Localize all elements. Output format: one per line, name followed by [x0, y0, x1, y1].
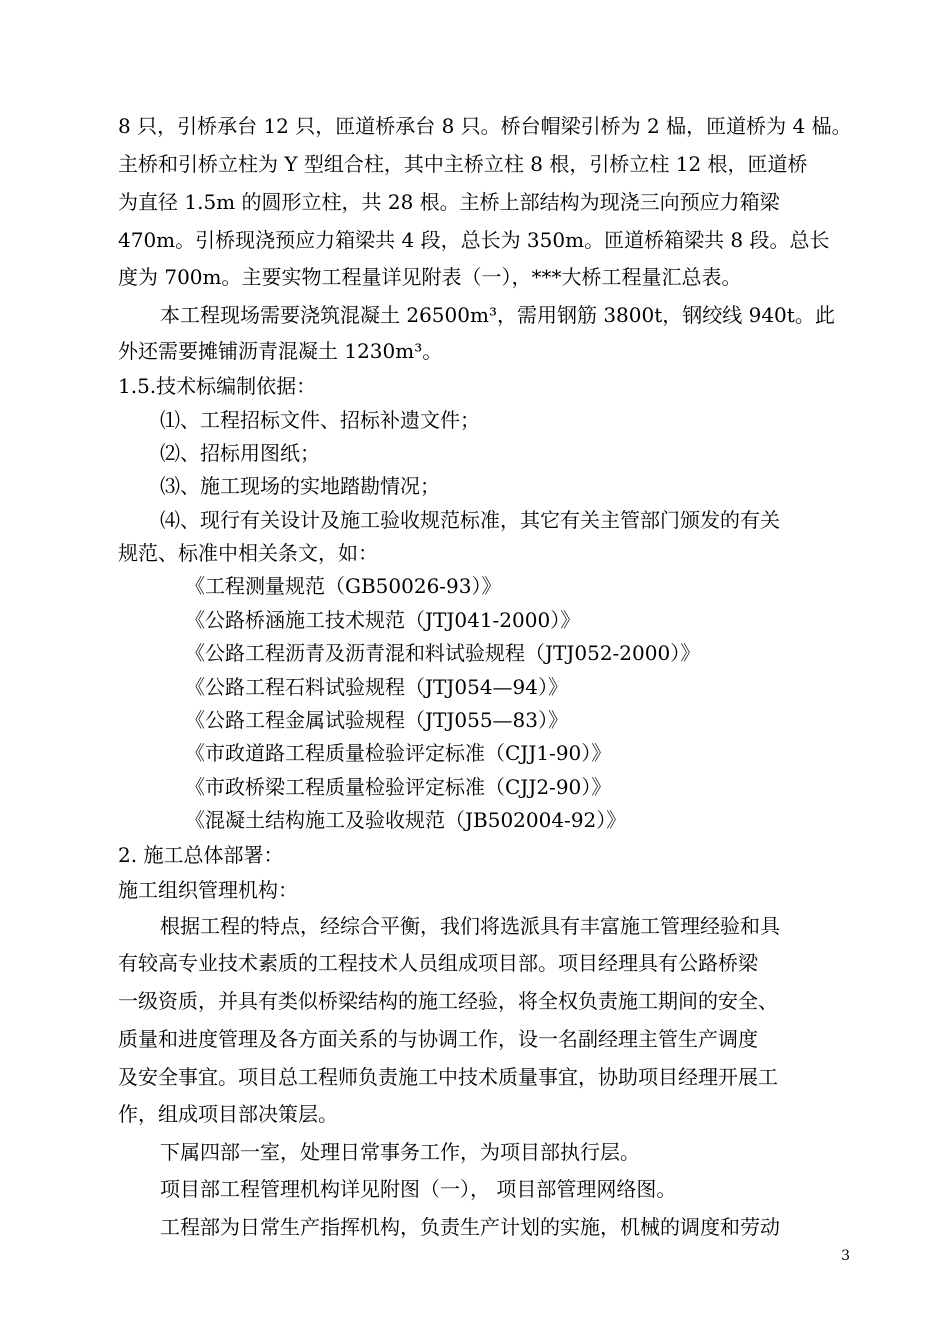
- text-line: 工程部为日常生产指挥机构，负责生产计划的实施，机械的调度和劳动: [160, 1215, 780, 1239]
- standard-reference: 《工程测量规范（GB50026-93）》: [185, 574, 502, 598]
- text-line: 一级资质，并具有类似桥梁结构的施工经验，将全权负责施工期间的安全、: [118, 989, 778, 1013]
- section-heading: 1.5.技术标编制依据：: [118, 374, 317, 398]
- text-line: 外还需要摊铺沥青混凝土 1230m³。: [118, 339, 443, 363]
- text-line: 及安全事宜。项目总工程师负责施工中技术质量事宜，协助项目经理开展工: [118, 1065, 778, 1089]
- subsection-heading: 施工组织管理机构：: [118, 878, 298, 902]
- text-line: 为直径 1.5m 的圆形立柱，共 28 根。主桥上部结构为现浇三向预应力箱梁: [118, 190, 780, 214]
- standard-reference: 《公路工程金属试验规程（JTJ055—83）》: [185, 708, 568, 732]
- text-line: 主桥和引桥立柱为 Y 型组合柱，其中主桥立柱 8 根，引桥立柱 12 根，匝道桥: [118, 152, 808, 176]
- standard-reference: 《公路工程沥青及沥青混和料试验规程（JTJ052-2000）》: [185, 641, 701, 665]
- standard-reference: 《市政道路工程质量检验评定标准（CJJ1-90）》: [185, 741, 612, 765]
- standard-reference: 《公路桥涵施工技术规范（JTJ041-2000）》: [185, 608, 581, 632]
- text-line: 根据工程的特点，经综合平衡，我们将选派具有丰富施工管理经验和具: [160, 914, 780, 938]
- text-line: 度为 700m。主要实物工程量详见附表（一），***大桥工程量汇总表。: [118, 265, 742, 289]
- list-item: ⑴、工程招标文件、招标补遗文件；: [160, 408, 480, 432]
- text-line: 质量和进度管理及各方面关系的与协调工作，设一名副经理主管生产调度: [118, 1027, 758, 1051]
- text-line: 作，组成项目部决策层。: [118, 1102, 338, 1126]
- list-item: ⑷、现行有关设计及施工验收规范标准，其它有关主管部门颁发的有关: [160, 508, 780, 532]
- text-line: 470m。引桥现浇预应力箱梁共 4 段，总长为 350m。匝道桥箱梁共 8 段。总长: [118, 228, 830, 252]
- list-item: ⑶、施工现场的实地踏勘情况；: [160, 474, 440, 498]
- page-number: 3: [841, 1248, 850, 1264]
- standard-reference: 《混凝土结构施工及验收规范（JB502004-92）》: [185, 808, 627, 832]
- text-line: 下属四部一室，处理日常事务工作，为项目部执行层。: [160, 1140, 640, 1164]
- list-item: ⑵、招标用图纸；: [160, 441, 320, 465]
- text-line: 项目部工程管理机构详见附图（一）， 项目部管理网络图。: [160, 1177, 677, 1201]
- text-line: 8 只，引桥承台 12 只，匝道桥承台 8 只。桥台帽梁引桥为 2 榀，匝道桥为 4 榀。: [118, 114, 852, 138]
- section-heading: 2. 施工总体部署：: [118, 843, 284, 867]
- standard-reference: 《市政桥梁工程质量检验评定标准（CJJ2-90）》: [185, 775, 612, 799]
- standard-reference: 《公路工程石料试验规程（JTJ054—94）》: [185, 675, 568, 699]
- text-line: 本工程现场需要浇筑混凝土 26500m³，需用钢筋 3800t，钢绞线 940t。此: [160, 303, 835, 327]
- text-line: 规范、标准中相关条文，如：: [118, 541, 378, 565]
- text-line: 有较高专业技术素质的工程技术人员组成项目部。项目经理具有公路桥梁: [118, 951, 758, 975]
